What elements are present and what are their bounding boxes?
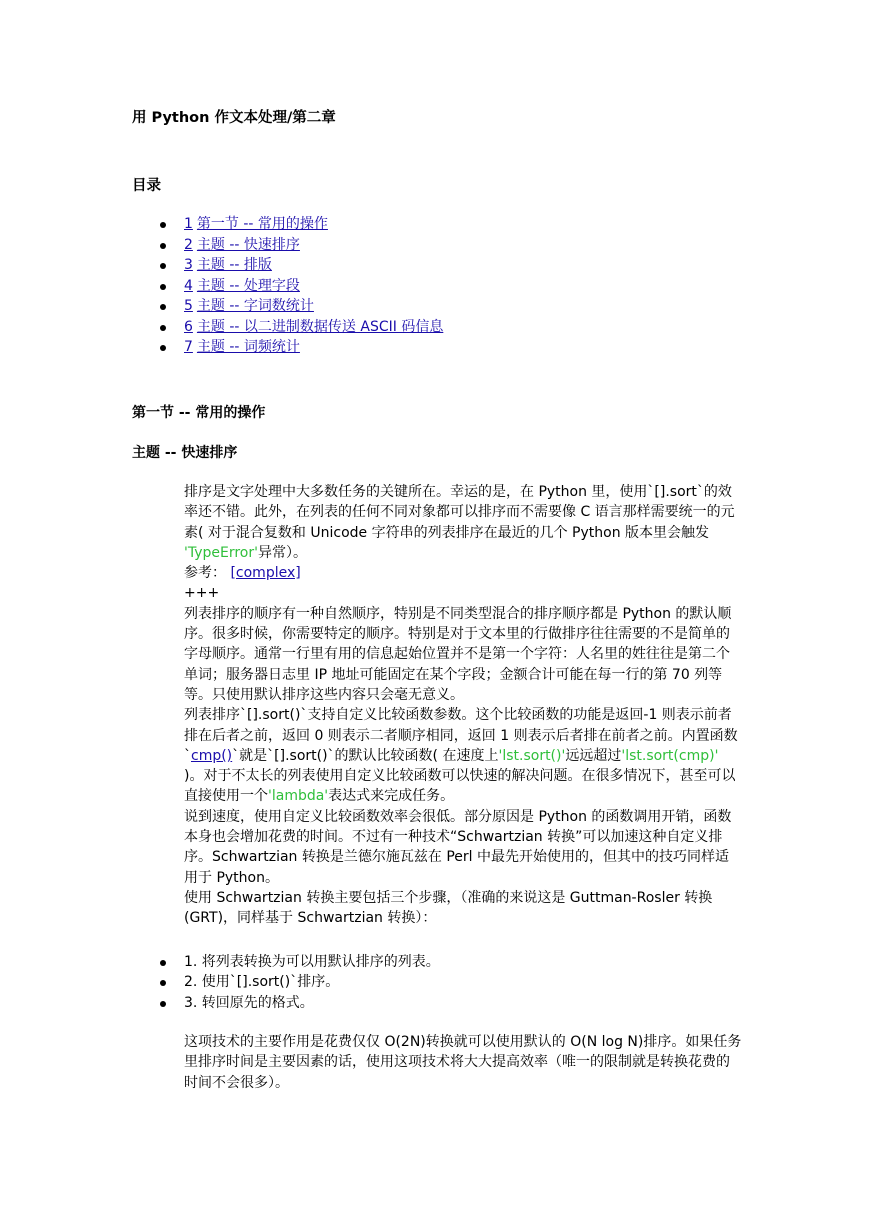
text-run: 排序是文字处理中大多数任务的关键所在。幸运的是，在 Python 里，使用`[].sort`的效率还不错。此外，在列表的任何不同对象都可以排序而不需要像 C 语言那样需要统一的元素( 对于混合复数和 Unicode 字符串的列表排序在最近的几个 Python 版本里会触发 (184, 484, 735, 541)
steps-list (160, 952, 440, 1013)
section-heading: 第一节 -- 常用的操作 (132, 405, 266, 421)
toc-link-3[interactable] (184, 257, 272, 273)
toc-number: 7 (184, 339, 193, 355)
list-item: 2. 使用`[].sort()`排序。 (160, 972, 440, 992)
toc-number: 2 (184, 236, 193, 253)
text-run: )。对于不太长的列表使用自定义比较函数可以快速的解决问题。在很多情况下，甚至可以直接使用一个 (184, 768, 736, 805)
toc-label: 主题 -- 处理字段 (196, 277, 300, 294)
topic-heading: 主题 -- 快速排序 (132, 445, 238, 461)
reference-line (184, 563, 742, 583)
cmp-link[interactable]: cmp() (191, 747, 233, 764)
code-inline: 'lambda' (268, 788, 329, 805)
text-run: 远远超过 (565, 747, 622, 764)
toc-item (160, 337, 443, 358)
text-run: 列表排序`[].sort()`支持自定义比较函数参数。这个比较函数的功能是返回-1 则表示前者排在后者之前，返回 0 则表示二者顺序相同，返回 1 则表示后者排在前者之前。内置函数` (184, 707, 738, 764)
toc-label: 主题 -- 排版 (196, 257, 272, 273)
table-of-contents (160, 214, 443, 358)
list-item: 1. 将列表转换为可以用默认排序的列表。 (160, 952, 440, 972)
toc-link-6[interactable] (184, 319, 443, 335)
toc-item (160, 255, 443, 276)
paragraph (184, 705, 742, 806)
code-inline: 'TypeError' (184, 544, 258, 561)
code-inline: 'lst.sort(cmp)' (621, 747, 719, 764)
code-inline: 'lst.sort()' (498, 747, 566, 764)
text-run: 异常）。 (257, 544, 307, 561)
toc-link-4[interactable] (184, 278, 300, 294)
toc-heading: 目录 (132, 178, 161, 194)
toc-label: 主题 -- 字词数统计 (196, 298, 314, 314)
toc-link-5[interactable] (184, 298, 314, 314)
toc-item (160, 276, 443, 297)
toc-label: 主题 -- 快速排序 (196, 236, 300, 253)
paragraph: 使用 Schwartzian 转换主要包括三个步骤，（准确的来说这是 Guttman-Rosler 转换(GRT)，同样基于 Schwartzian 转换）： (184, 889, 713, 927)
toc-link-7[interactable] (184, 339, 300, 355)
toc-number: 1 (184, 216, 193, 232)
paragraph: 这项技术的主要作用是花费仅仅 O(2N)转换就可以使用默认的 O(N log N)排序。如果任务里排序时间是主要因素的话，使用这项技术将大大提高效率（唯一的限制就是转换花费的时间不会很多）。 (184, 1034, 742, 1091)
toc-item (160, 296, 443, 317)
paragraph: 列表排序的顺序有一种自然顺序，特别是不同类型混合的排序顺序都是 Python 的默认顺序。很多时候，你需要特定的顺序。特别是对于文本里的行做排序往往需要的不是简单的字母顺序。通常一行里有用的信息起始位置并不是第一个字符：人名里的姓往往是第二个单词；服务器日志里 IP 地址可能固定在某个字段；金额合计可能在每一行的第 70 列等等。只使用默认排序这些内容只会毫无意义。 (184, 605, 732, 703)
toc-item (160, 317, 443, 338)
toc-number: 3 (184, 257, 193, 273)
toc-label: 主题 -- 以二进制数据传送 ASCII 码信息 (196, 318, 444, 335)
reference-label: 参考： (184, 565, 226, 582)
text-run: `就是`[].sort()`的默认比较函数( 在速度上 (232, 747, 499, 764)
separator: +++ (184, 585, 220, 602)
toc-item (160, 214, 443, 235)
paragraph: 说到速度，使用自定义比较函数效率会很低。部分原因是 Python 的函数调用开销，函数本身也会增加花费的时间。不过有一种技术“Schwartzian 转换”可以加速这种自定义排序。Schwartzian 转换是兰德尔施瓦兹在 Perl 中最先开始使用的，但其中的技巧同样适用于 Python。 (184, 808, 732, 886)
toc-link-1[interactable] (184, 216, 328, 232)
toc-number: 5 (184, 298, 193, 314)
toc-number: 4 (184, 277, 193, 294)
toc-label: 第一节 -- 常用的操作 (196, 216, 328, 232)
list-item: 3. 转回原先的格式。 (160, 993, 440, 1013)
toc-number: 6 (184, 318, 193, 335)
toc-label: 主题 -- 词频统计 (196, 339, 300, 355)
text-run: 表达式来完成任务。 (328, 788, 455, 805)
body-text (184, 482, 742, 929)
toc-link-2[interactable] (184, 237, 300, 253)
reference-link[interactable]: [complex] (230, 565, 301, 582)
paragraph (184, 482, 742, 563)
toc-item (160, 235, 443, 256)
document-title: 用 Python 作文本处理/第二章 (132, 110, 336, 126)
